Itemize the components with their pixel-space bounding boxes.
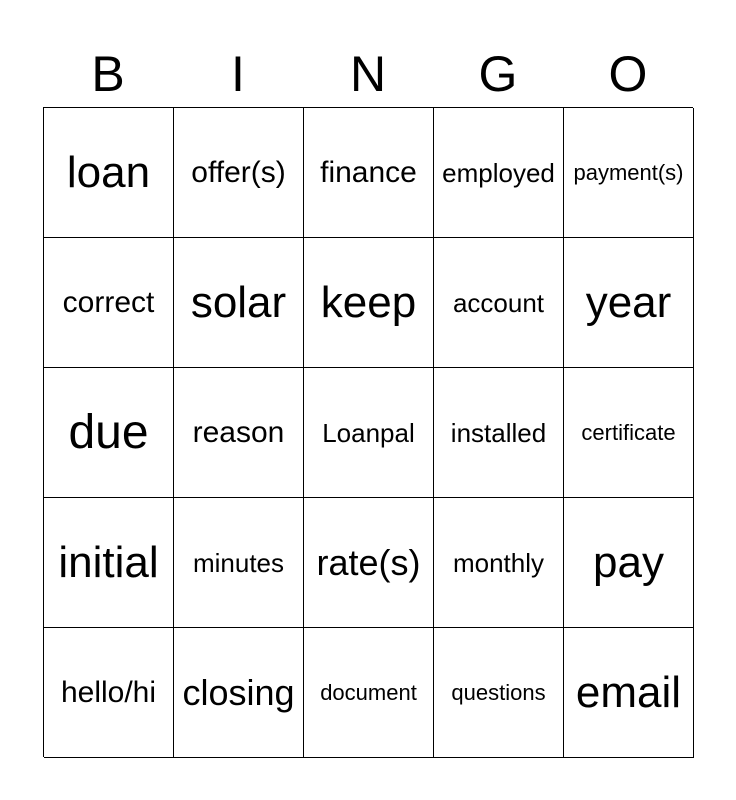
bingo-cell[interactable]: solar bbox=[174, 238, 304, 368]
bingo-cell[interactable]: questions bbox=[434, 628, 564, 758]
bingo-cell[interactable]: finance bbox=[304, 108, 434, 238]
bingo-cell[interactable]: employed bbox=[434, 108, 564, 238]
bingo-cell[interactable]: certificate bbox=[564, 368, 694, 498]
bingo-cell[interactable]: keep bbox=[304, 238, 434, 368]
bingo-cell[interactable]: reason bbox=[174, 368, 304, 498]
bingo-cell[interactable]: account bbox=[434, 238, 564, 368]
bingo-cell[interactable]: closing bbox=[174, 628, 304, 758]
bingo-cell[interactable]: document bbox=[304, 628, 434, 758]
header-letter-i: I bbox=[231, 46, 245, 102]
bingo-cell[interactable]: loan bbox=[44, 108, 174, 238]
bingo-board bbox=[43, 107, 693, 757]
header-letter-b: B bbox=[91, 46, 125, 102]
header-letter-o: O bbox=[608, 46, 648, 102]
bingo-cell[interactable]: correct bbox=[44, 238, 174, 368]
bingo-cell[interactable]: payment(s) bbox=[564, 108, 694, 238]
bingo-cell[interactable]: due bbox=[44, 368, 174, 498]
bingo-cell[interactable]: initial bbox=[44, 498, 174, 628]
header-letter-g: G bbox=[478, 46, 518, 102]
bingo-cell[interactable]: installed bbox=[434, 368, 564, 498]
bingo-header bbox=[43, 44, 693, 104]
bingo-cell[interactable]: monthly bbox=[434, 498, 564, 628]
header-letter-n: N bbox=[349, 46, 387, 102]
bingo-cell[interactable]: pay bbox=[564, 498, 694, 628]
bingo-cell[interactable]: Loanpal bbox=[304, 368, 434, 498]
bingo-cell[interactable]: year bbox=[564, 238, 694, 368]
bingo-cell[interactable]: hello/hi bbox=[44, 628, 174, 758]
bingo-cell[interactable]: rate(s) bbox=[304, 498, 434, 628]
bingo-cell[interactable]: minutes bbox=[174, 498, 304, 628]
bingo-cell[interactable]: email bbox=[564, 628, 694, 758]
bingo-cell[interactable]: offer(s) bbox=[174, 108, 304, 238]
